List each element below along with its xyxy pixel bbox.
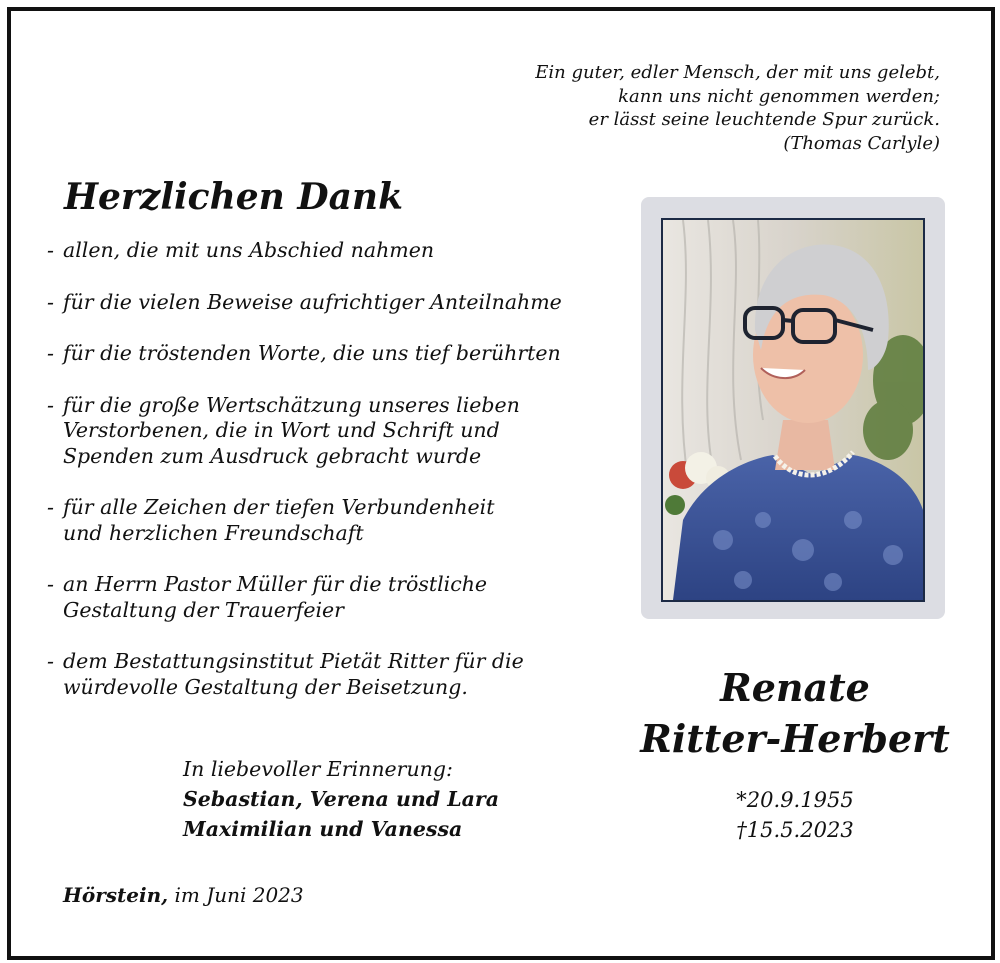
thanks-heading: Herzlichen Dank: [64, 176, 404, 218]
thanks-item: [47, 238, 617, 264]
thanks-list: [47, 238, 617, 726]
bullet-dash: -: [47, 649, 54, 673]
thanks-item: [47, 649, 617, 700]
quote-line: Ein guter, edler Mensch, der mit uns gelebt,: [535, 62, 940, 83]
place-town: Hörstein,: [63, 883, 169, 907]
thanks-line: an Herrn Pastor Müller für die tröstliche: [63, 572, 488, 596]
quote-line: er lässt seine leuchtende Spur zurück.: [588, 109, 940, 130]
thanks-line: allen, die mit uns Abschied nahmen: [63, 238, 435, 262]
thanks-line: Gestaltung der Trauerfeier: [63, 597, 344, 622]
thanks-line: für die große Wertschätzung unseres lieben: [63, 392, 520, 417]
quote-author: (Thomas Carlyle): [783, 132, 940, 154]
thanks-line: Spenden zum Ausdruck gebracht wurde: [63, 443, 482, 468]
memory-intro: In liebevoller Erinnerung:: [183, 757, 453, 781]
thanks-line: für die vielen Beweise aufrichtiger Anteilnahme: [63, 289, 562, 314]
bullet-dash: -: [47, 341, 54, 365]
thanks-item: [47, 572, 617, 623]
thanks-line: dem Bestattungsinstitut Pietät Ritter für die: [63, 649, 524, 673]
bullet-dash: -: [47, 392, 54, 417]
thanks-line: und herzlichen Freundschaft: [63, 520, 364, 545]
thanks-item: [47, 290, 617, 316]
thanks-line: für alle Zeichen der tiefen Verbundenheit: [63, 495, 495, 519]
thanks-item: [47, 393, 617, 470]
place-date-text: im Juni 2023: [174, 883, 304, 907]
family-signature: [183, 754, 499, 844]
bullet-dash: -: [47, 495, 54, 519]
family-names: Sebastian, Verena und Lara: [183, 787, 500, 811]
death-date: †15.5.2023: [736, 818, 854, 842]
bullet-dash: -: [47, 572, 54, 596]
deceased-last-name: Ritter-Herbert: [640, 716, 950, 761]
thanks-line: Verstorbenen, die in Wort und Schrift und: [63, 418, 500, 442]
birth-date: *20.9.1955: [736, 788, 854, 812]
thanks-item: [47, 341, 617, 367]
life-dates: [680, 785, 910, 845]
family-names: Maximilian und Vanessa: [183, 817, 463, 841]
portrait-photo: [661, 218, 925, 602]
thanks-line: für die tröstenden Worte, die uns tief berührten: [63, 341, 561, 365]
bullet-dash: -: [47, 238, 54, 262]
quote-line: kann uns nicht genommen werden;: [618, 85, 940, 107]
thanks-item: [47, 495, 617, 546]
portrait-image: [663, 220, 923, 600]
bullet-dash: -: [47, 289, 54, 314]
place-date: [63, 883, 304, 907]
deceased-first-name: Renate: [720, 665, 870, 710]
quote: [535, 61, 940, 155]
thanks-line: würdevolle Gestaltung der Beisetzung.: [63, 674, 468, 699]
